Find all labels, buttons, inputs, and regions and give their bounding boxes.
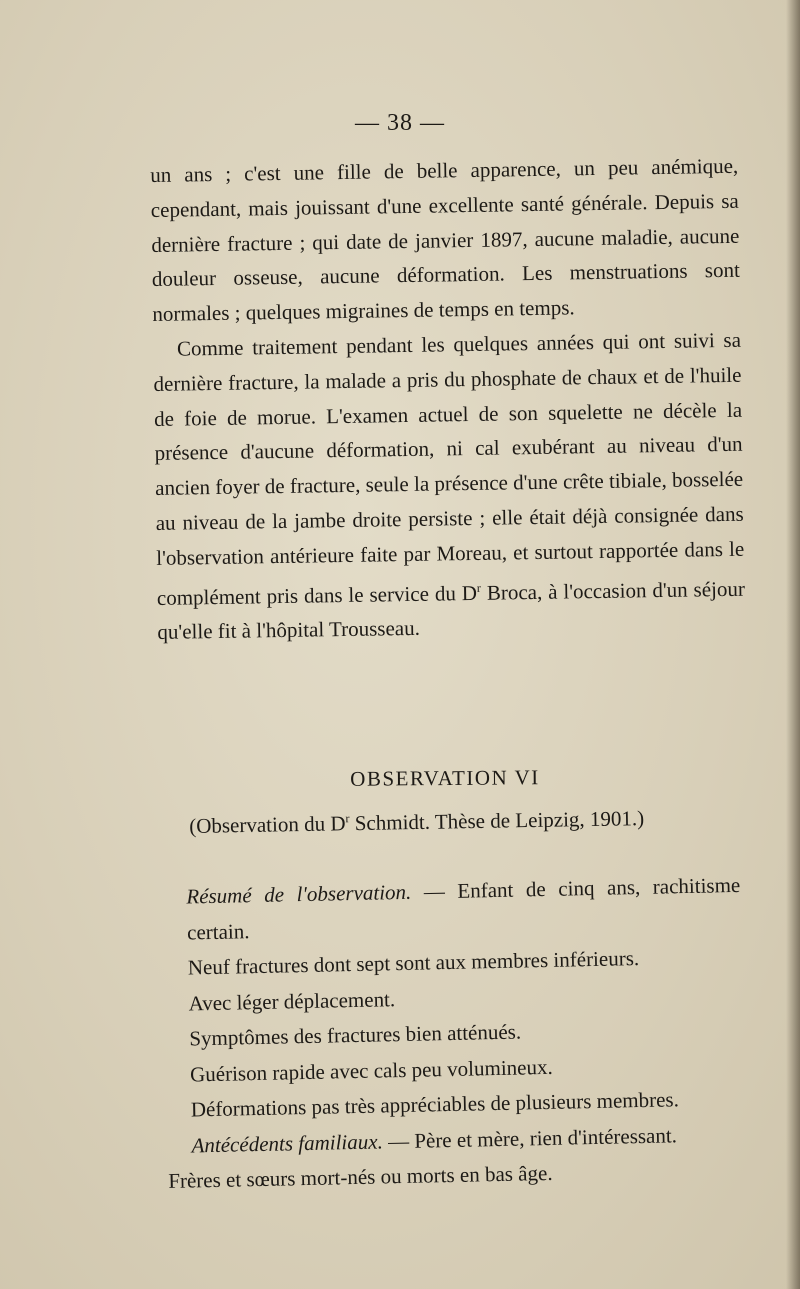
summary-text: — Enfant de cinq ans, rachitisme certain. — [186, 872, 741, 944]
subtitle-start: (Observation du D — [189, 811, 346, 838]
subtitle-end: Schmidt. Thèse de Leipzig, 1901.) — [349, 806, 645, 836]
summary-item: Avec léger déplacement. — [188, 986, 396, 1015]
observation-summary — [162, 868, 747, 1200]
page-number: — 38 — — [355, 110, 445, 136]
paragraph-1: un ans ; c'est une fille de belle apparence, un peu anémique, cependant, mais jouissant d'une excellente santé générale. Depuis sa dernière fracture ; qui date de janvier 1897, aucune maladie, aucune douleur osseuse, aucune déformation. Les menstruations sont normales ; quelques migraines de temps en temps. — [150, 153, 741, 327]
doctor-sup: r — [476, 580, 481, 595]
paragraph-2 — [153, 323, 746, 650]
summary-item: Neuf fractures dont sept sont aux membres inférieurs. — [187, 946, 640, 980]
summary-lead — [162, 868, 741, 951]
summary-item: Déformations pas très appréciables de plusieurs membres. — [190, 1087, 680, 1122]
antecedents-label: Antécédents familiaux. — [191, 1128, 384, 1157]
observation-subtitle — [189, 806, 644, 839]
observation-title: OBSERVATION VI — [350, 765, 540, 791]
body-text — [150, 149, 746, 650]
summary-label: Résumé de l'observation. — [186, 879, 412, 909]
doctor-abbrev: D — [461, 580, 478, 605]
final-line: Frères et sœurs mort-nés ou morts en bas âge. — [168, 1160, 553, 1193]
antecedents-text: — Père et mère, rien d'intéressant. — [382, 1122, 678, 1153]
summary-item: Symptômes des fractures bien atténués. — [189, 1019, 522, 1051]
paragraph-2-end: Broca, à l'occasion d'un séjour qu'elle fit à l'hôpital Trousseau. — [157, 576, 746, 645]
paragraph-2-text: Comme traitement pendant les quelques années qui ont suivi sa dernière fracture, la malade a pris du phosphate de chaux et de l'huile de foie de morue. L'examen actuel de son squelette ne décèle la présence d'aucune déformation, ni cal exubérant au niveau d'un ancien foyer de fracture, seule la présence d'une crête tibiale, bosselée au niveau de la jambe droite persiste ; elle était déjà consignée dans l'observation antérieure faite par Moreau, et surtout rapportée dans le complément pris dans le service du — [153, 327, 745, 610]
summary-item: Guérison rapide avec cals peu volumineux. — [189, 1054, 553, 1086]
subtitle-sup: r — [345, 811, 350, 826]
